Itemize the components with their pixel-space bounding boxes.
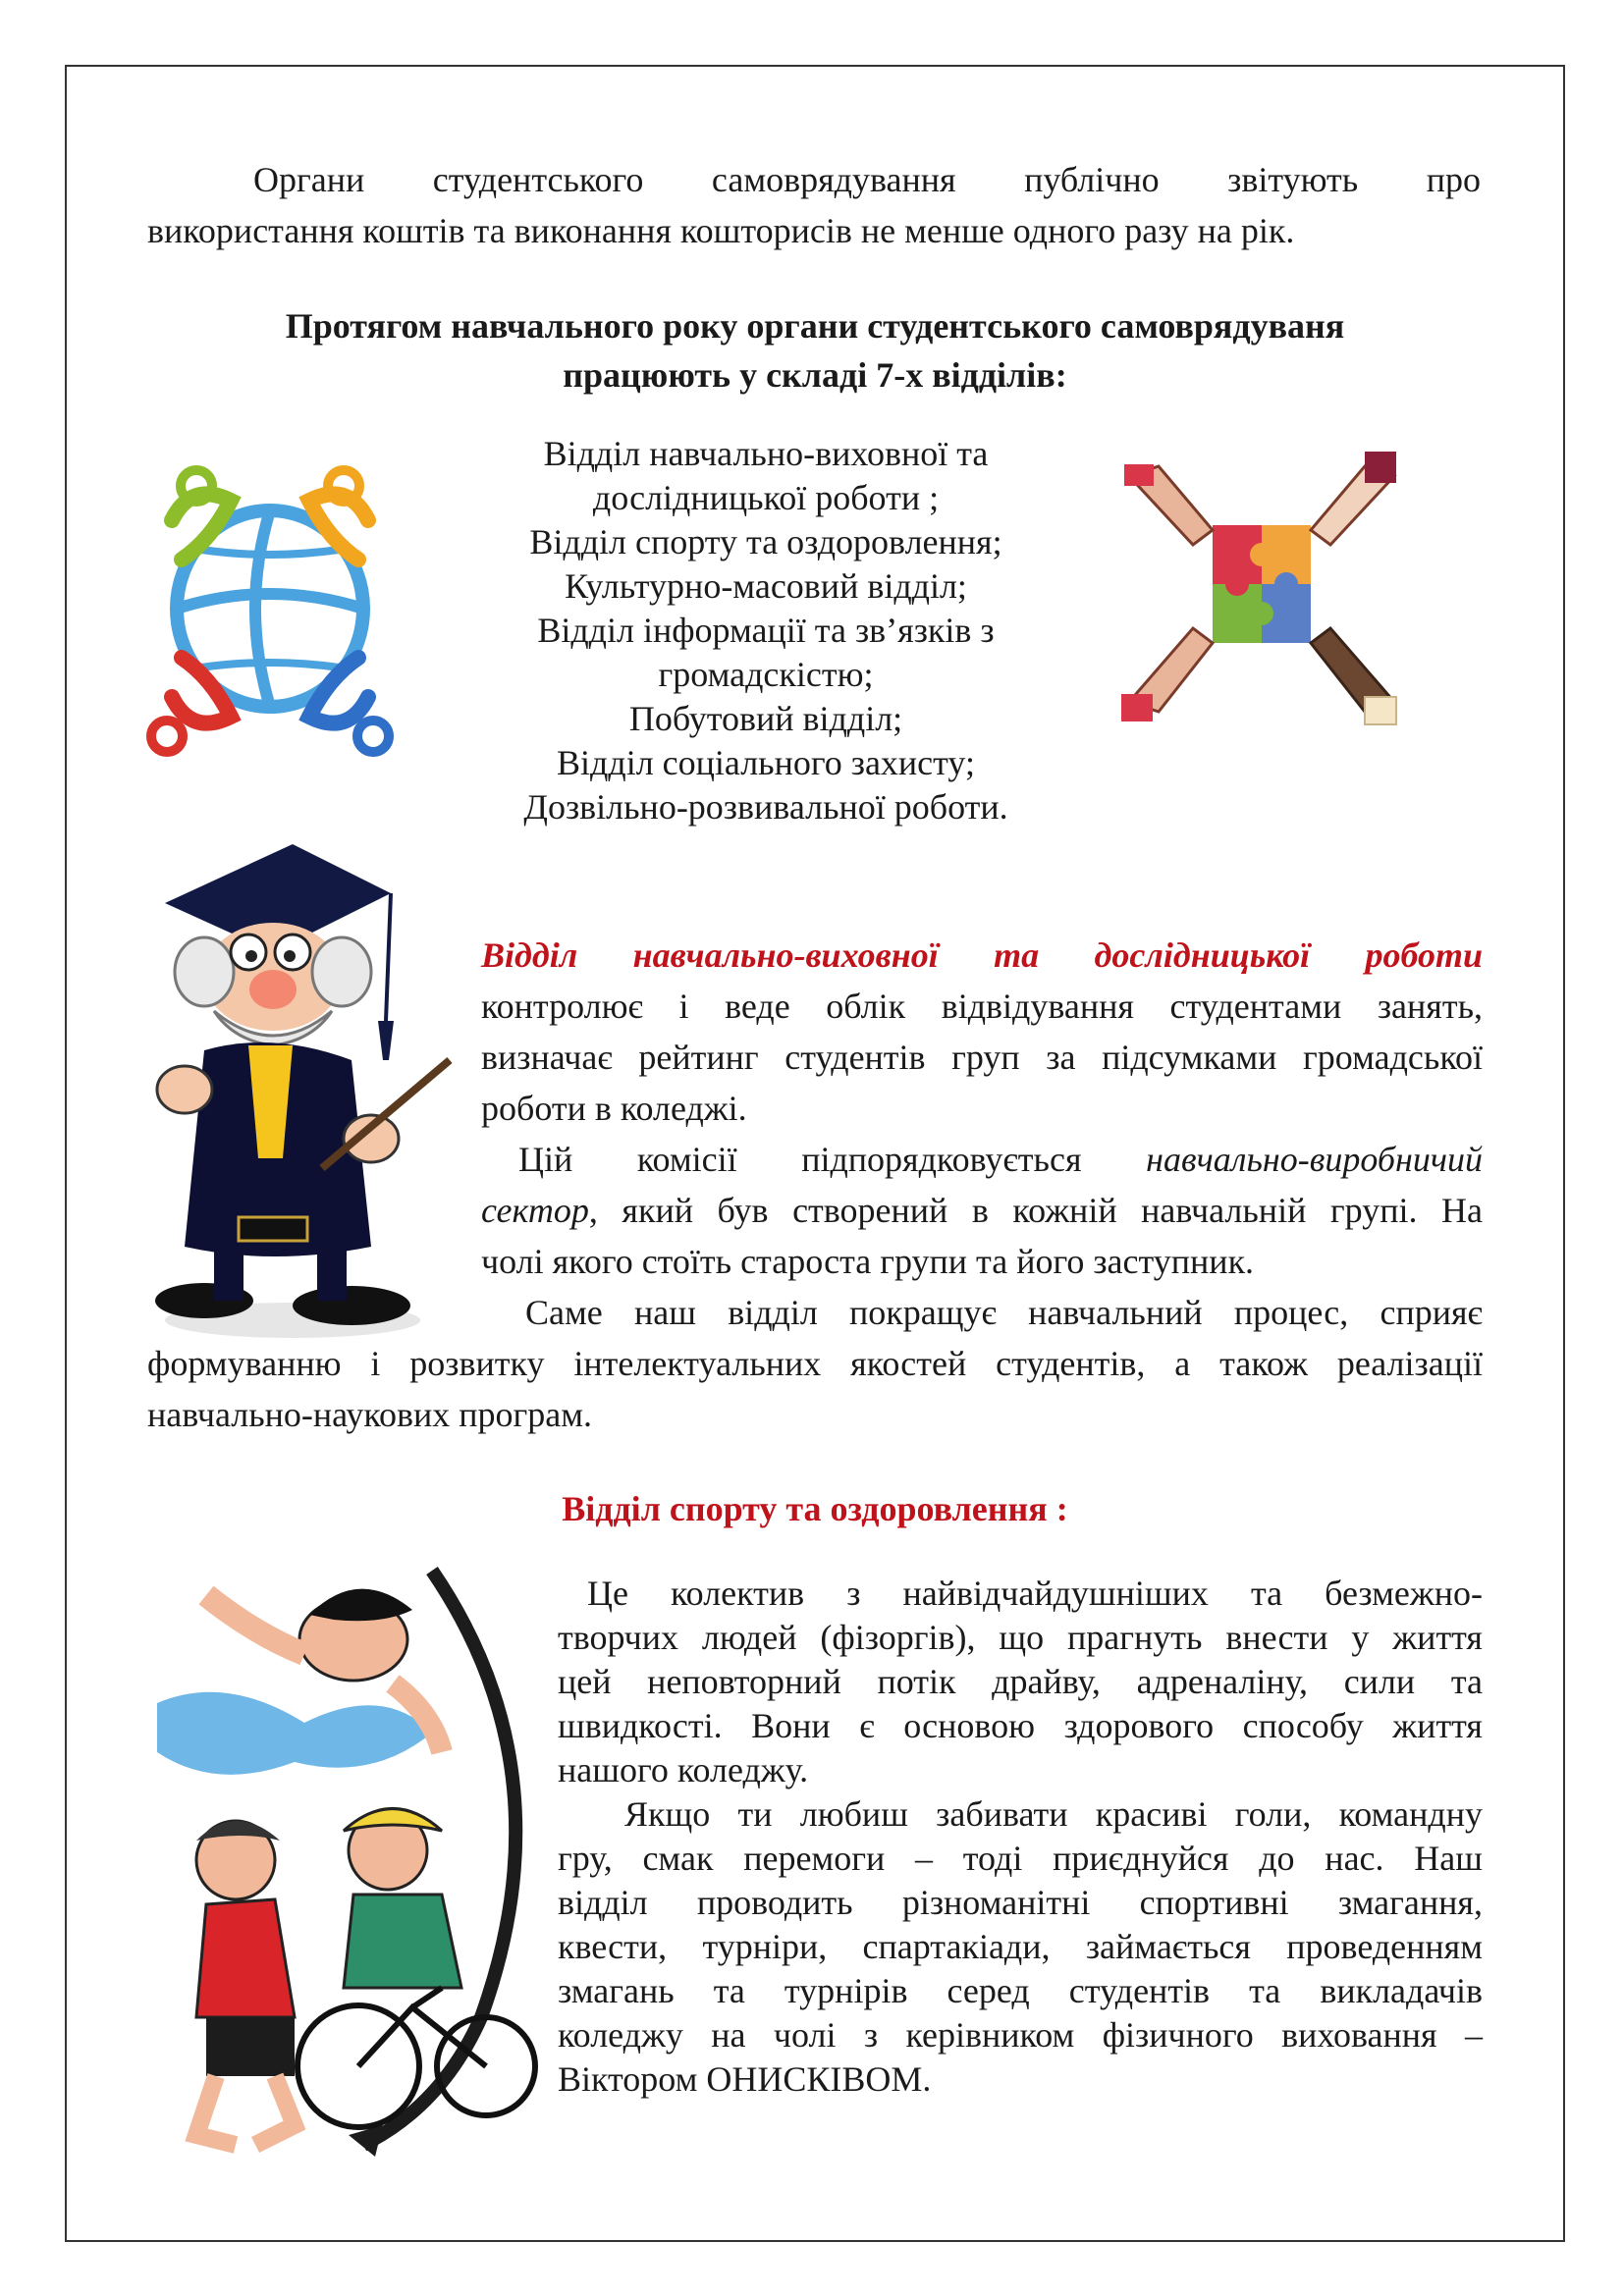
departments-heading — [147, 301, 1483, 400]
section2-p2-line-7: Віктором ОНИСКІВОМ. — [558, 2059, 932, 2099]
section2-p1-line-4: швидкості. Вони є основою здорового способу життя — [558, 1706, 1483, 1745]
section1-p3-line-1: Саме наш відділ покращує навчальний процес, сприяє — [525, 1293, 1483, 1332]
athletes-cartoon-icon — [147, 1556, 550, 2164]
section1-p1-line-1: контролює і веде облік відвідування студентами занять, — [481, 987, 1483, 1026]
section1-p2-line-1 — [518, 1135, 1483, 1184]
section1-p3-line-2: формуванню і розвитку інтелектуальних якостей студентів, а також реалізації — [147, 1344, 1483, 1383]
section2-title: Відділ спорту та оздоровлення : — [562, 1489, 1068, 1528]
department-item: Відділ соціального захисту; — [557, 743, 975, 782]
section1-title-text: Відділ навчально-виховної та дослідницької роботи — [481, 935, 1483, 975]
section2-p2-line-1: Якщо ти любиш забивати красиві голи, командну — [624, 1794, 1483, 1834]
departments-heading-line-1: Протягом навчального року органи студентського самоврядуваня — [285, 306, 1345, 346]
section1-p2-italic: навчально-виробничий — [1146, 1140, 1483, 1179]
section1-p2-italic: сектор — [481, 1191, 589, 1230]
section2-p2-line-3: відділ проводить різноманітні спортивні змагання, — [558, 1883, 1483, 1922]
department-item: дослідницької роботи ; — [592, 478, 940, 517]
department-item: Дозвільно-розвивальної роботи. — [523, 787, 1008, 827]
section2-p1-line-1: Це колектив з найвідчайдушніших та безмежно- — [587, 1574, 1483, 1613]
section1-p1-line-3: роботи в коледжі. — [481, 1089, 747, 1128]
puzzle-hands-icon — [1119, 447, 1404, 731]
department-item: Відділ навчально-виховної та — [543, 434, 989, 473]
department-item: Культурно-масовий відділ; — [565, 566, 967, 606]
section2-p1-line-2: творчих людей (фізоргів), що прагнуть внести у життя — [558, 1618, 1483, 1657]
department-item: громадскістю; — [658, 655, 874, 694]
department-item: Відділ спорту та оздоровлення; — [529, 522, 1002, 561]
departments-list — [481, 432, 1051, 829]
section1-p2-text: Цій комісії підпорядковується — [518, 1140, 1082, 1179]
section1-p3-line-3: навчально-наукових програм. — [147, 1395, 593, 1434]
section1-p2-text: , який був створений в кожній навчальній групі. На — [588, 1191, 1483, 1230]
section2-p2-line-5: змагань та турнірів серед студентів та викладачів — [558, 1971, 1483, 2010]
departments-heading-line-2: працюють у складі 7-х відділів: — [563, 355, 1067, 395]
department-item: Побутовий відділ; — [628, 699, 903, 738]
section2-p2-line-2: гру, смак перемоги – тоді приєднуйся до нас. Наш — [558, 1839, 1483, 1878]
section2-p2-line-6: коледжу на чолі з керівником фізичного виховання – — [558, 2015, 1483, 2055]
section1-p1-line-2: визначає рейтинг студентів груп за підсумками громадської — [481, 1038, 1483, 1077]
section2-p2-line-4: квести, турніри, спартакіади, займається проведенням — [558, 1927, 1483, 1966]
people-circle-globe-icon — [142, 461, 398, 766]
intro-line-2: використання коштів та виконання кошторисів не менше одного разу на рік. — [147, 211, 1295, 250]
section1-p2-line-2 — [481, 1186, 1483, 1235]
section2-p1-line-5: нашого коледжу. — [558, 1750, 809, 1789]
section2-p1-line-3: цей неповторний потік драйву, адреналіну, сили та — [558, 1662, 1483, 1701]
section1-p2-line-3: чолі якого стоїть староста групи та його заступник. — [481, 1242, 1255, 1281]
section1-title — [481, 931, 1483, 980]
intro-line-1: Органи студентського самоврядування публічно звітують про — [253, 160, 1481, 199]
professor-cartoon-icon — [145, 834, 460, 1345]
department-item: Відділ інформації та зв’язків з — [537, 611, 995, 650]
